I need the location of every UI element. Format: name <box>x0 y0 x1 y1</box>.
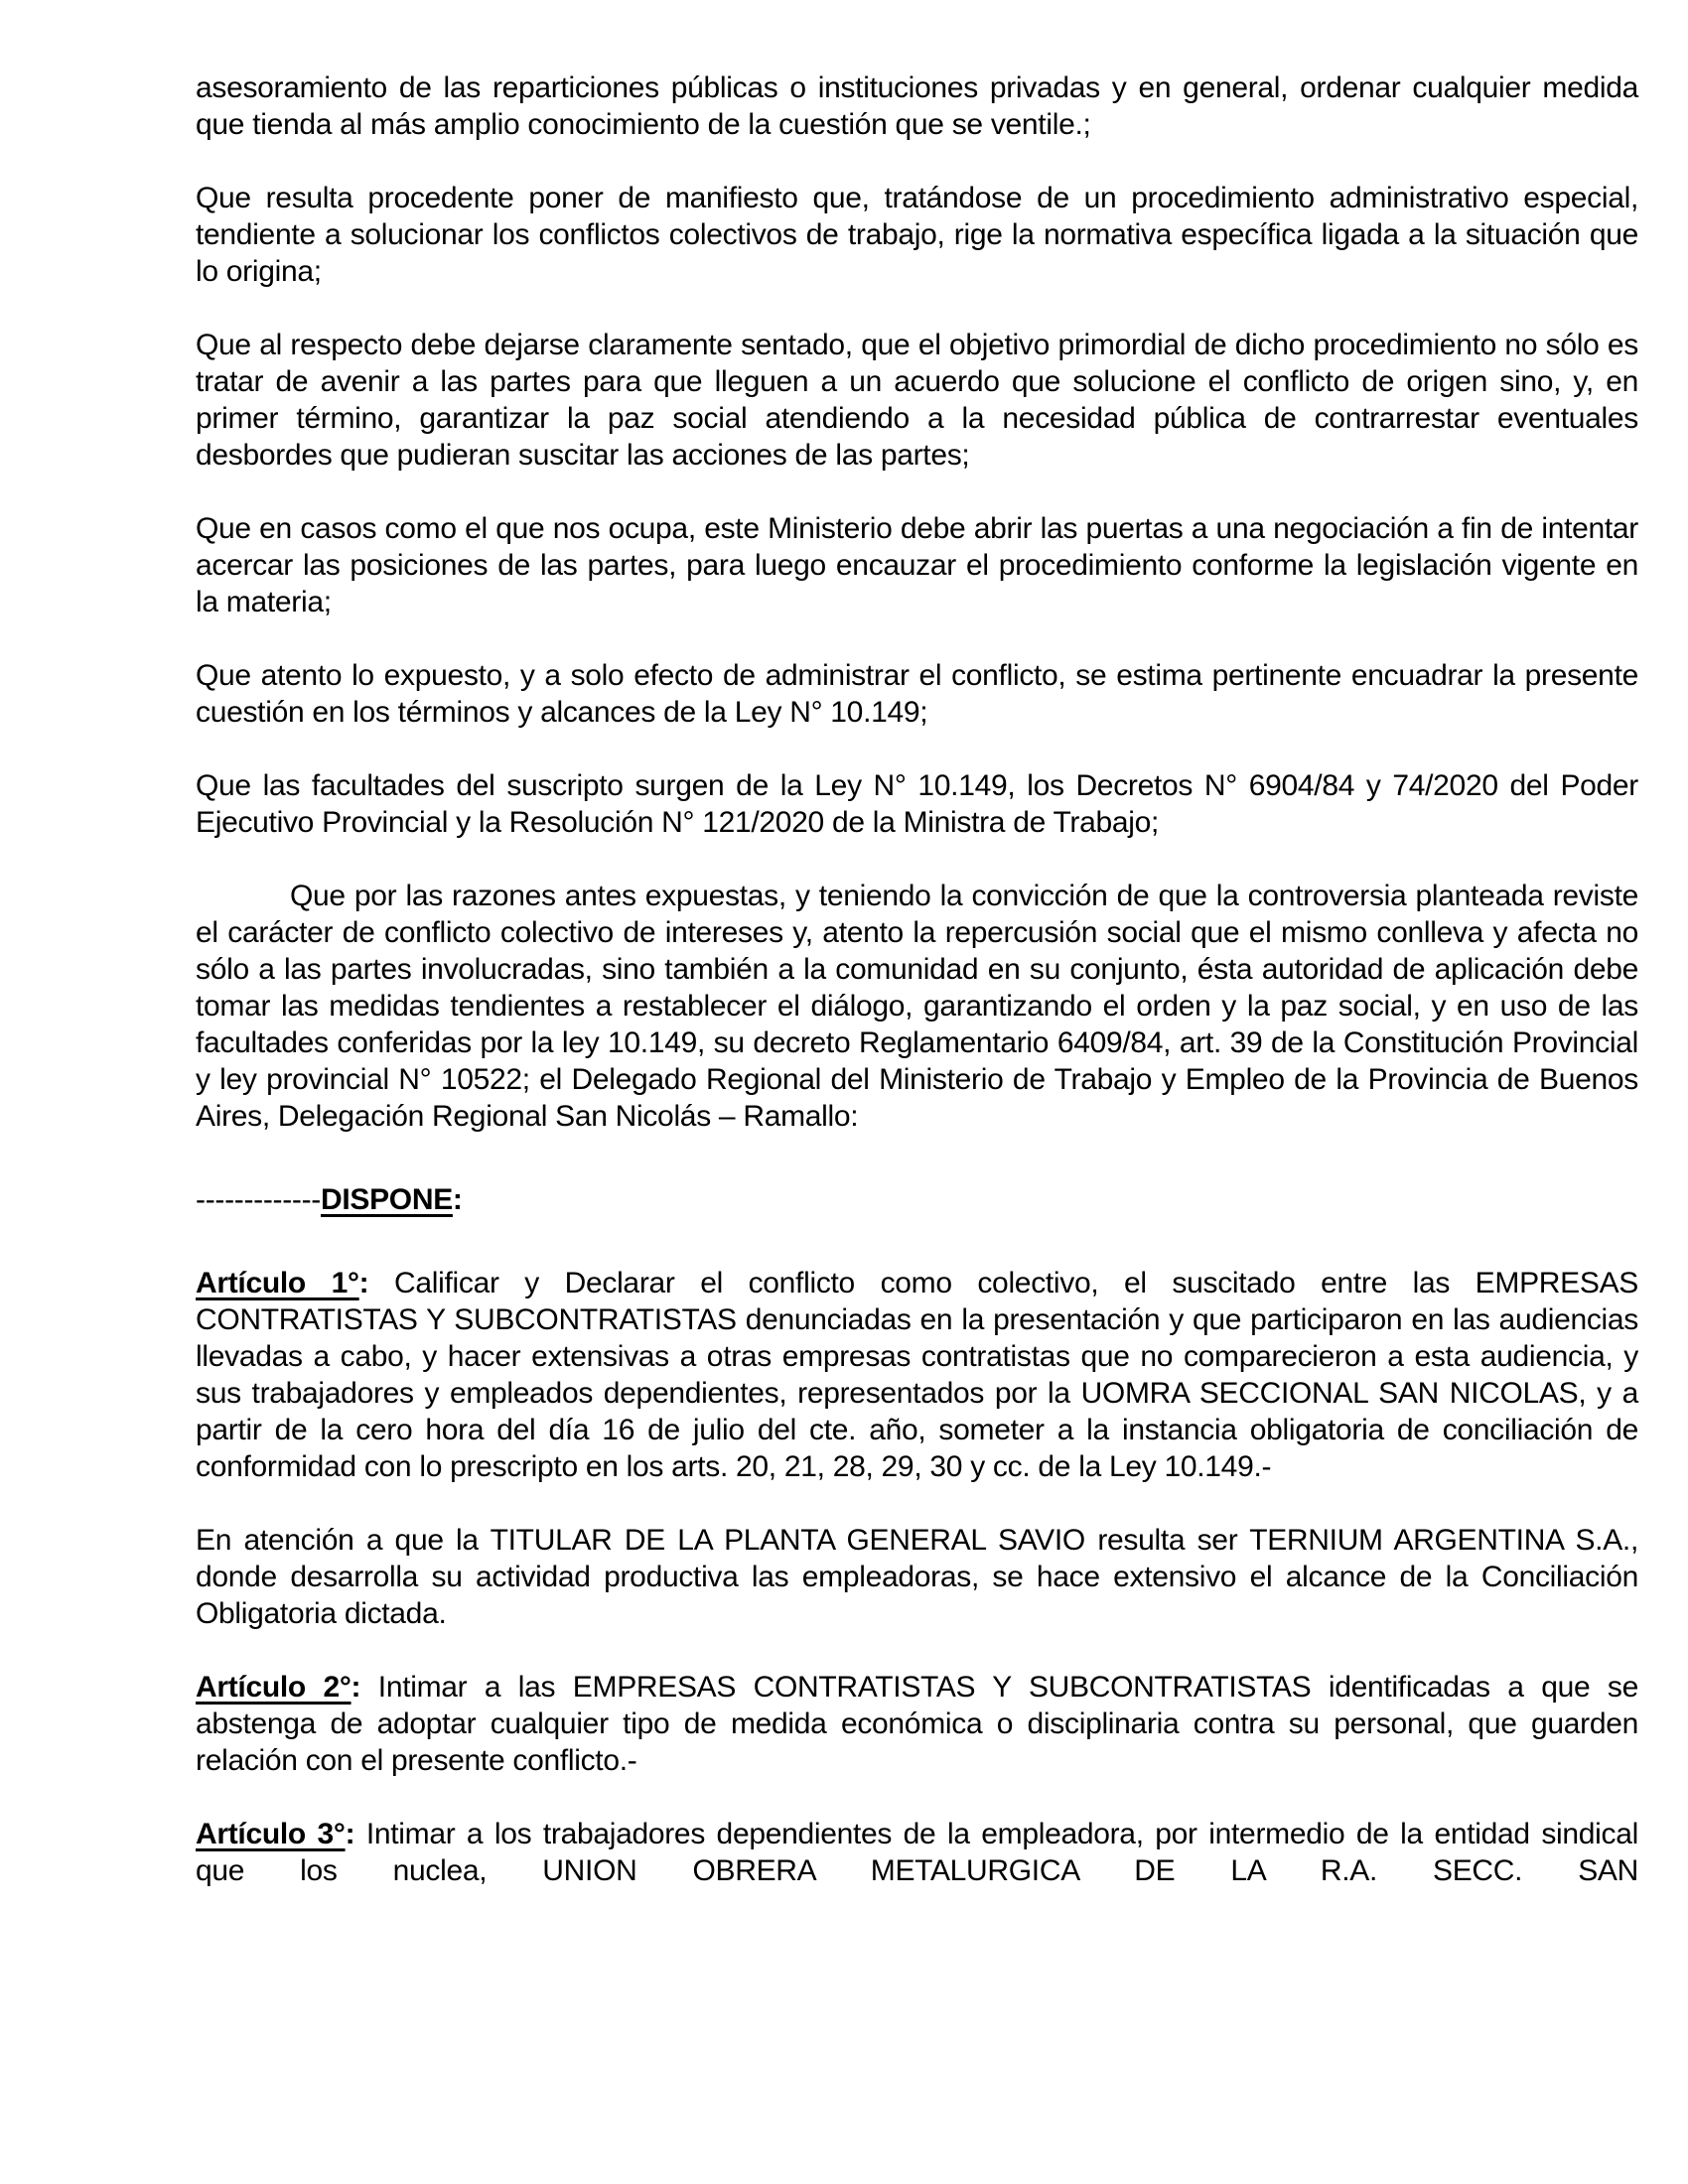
article-3-body: Intimar a los trabajadores dependientes de la empleadora, por intermedio de la entidad sindical que los nuclea, UNION OBRERA METALURGICA DE LA R.A. SECC. SAN <box>196 1818 1638 1887</box>
body-paragraph-que-atento: Que atento lo expuesto, y a solo efecto de administrar el conflicto, se estima pertinente encuadrar la presente cuestión en los términos y alcances de la Ley N° 10.149; <box>196 659 1638 729</box>
body-paragraph-en-atencion: En atención a que la TITULAR DE LA PLANTA GENERAL SAVIO resulta ser TERNIUM ARGENTINA S.A., donde desarrolla su actividad productiva las empleadoras, se hace extensivo el alcance de la Conciliación Obligatoria dictada. <box>196 1524 1638 1630</box>
article-3-colon: : <box>345 1818 355 1850</box>
body-paragraph-continuation: asesoramiento de las reparticiones públicas o instituciones privadas y en general, ordenar cualquier medida que tienda al más amplio conocimiento de la cuestión que se ventile.; <box>196 71 1638 141</box>
article-2-body: Intimar a las EMPRESAS CONTRATISTAS Y SUBCONTRATISTAS identificadas a que se abstenga de adoptar cualquier tipo de medida económica o disciplinaria contra su personal, que guarden relación con el presente conflicto.- <box>196 1671 1638 1777</box>
dispone-colon: : <box>452 1183 463 1216</box>
body-paragraph-que-en-casos: Que en casos como el que nos ocupa, este Ministerio debe abrir las puertas a una negociación a fin de intentar acercar las posiciones de las partes, para luego encauzar el procedimiento conforme la legislación vigente en la materia; <box>196 512 1638 618</box>
body-paragraph-que-al-respecto: Que al respecto debe dejarse claramente sentado, que el objetivo primordial de dicho procedimiento no sólo es tratar de avenir a las partes para que lleguen a un acuerdo que solucione el conflicto de origen sino, y, en primer término, garantizar la paz social atendiendo a la necesidad pública de contrarrestar eventuales desbordes que pudieran suscitar las acciones de las partes; <box>196 329 1638 472</box>
article-2-label: Artículo 2° <box>196 1671 352 1704</box>
document-body <box>196 69 1638 1889</box>
article-1-colon: : <box>358 1267 369 1299</box>
dispone-label: DISPONE <box>320 1183 453 1216</box>
article-2-paragraph <box>196 1669 1638 1779</box>
article-3-label: Artículo 3° <box>196 1818 346 1850</box>
article-1-paragraph <box>196 1265 1638 1485</box>
dispone-dashes: ------------- <box>196 1183 321 1216</box>
article-1-label: Artículo 1° <box>196 1267 359 1299</box>
body-paragraph-que-resulta: Que resulta procedente poner de manifiesto que, tratándose de un procedimiento administrativo especial, tendiente a solucionar los conflictos colectivos de trabajo, rige la normativa específica ligada a la situación que lo origina; <box>196 182 1638 288</box>
article-3-paragraph <box>196 1816 1638 1889</box>
body-paragraph-que-las-facultades: Que las facultades del suscripto surgen de la Ley N° 10.149, los Decretos N° 6904/84 y 74/2020 del Poder Ejecutivo Provincial y la Resolución N° 121/2020 de la Ministra de Trabajo; <box>196 769 1638 839</box>
dispone-heading <box>196 1181 1638 1218</box>
article-2-colon: : <box>351 1671 361 1704</box>
body-paragraph-que-por-las-razones: Que por las razones antes expuestas, y teniendo la convicción de que la controversia planteada reviste el carácter de conflicto colectivo de intereses y, atento la repercusión social que el mismo conlleva y afecta no sólo a las partes involucradas, sino también a la comunidad en su conjunto, ésta autoridad de aplicación debe tomar las medidas tendientes a restablecer el diálogo, garantizando el orden y la paz social, y en uso de las facultades conferidas por la ley 10.149, su decreto Reglamentario 6409/84, art. 39 de la Constitución Provincial y ley provincial N° 10522; el Delegado Regional del Ministerio de Trabajo y Empleo de la Provincia de Buenos Aires, Delegación Regional San Nicolás – Ramallo: <box>196 880 1638 1133</box>
article-1-body: Calificar y Declarar el conflicto como colectivo, el suscitado entre las EMPRESAS CONTRATISTAS Y SUBCONTRATISTAS denunciadas en la presentación y que participaron en las audiencias llevadas a cabo, y hacer extensivas a otras empresas contratistas que no comparecieron a esta audiencia, y sus trabajadores y empleados dependientes, representados por la UOMRA SECCIONAL SAN NICOLAS, y a partir de la cero hora del día 16 de julio del cte. año, someter a la instancia obligatoria de conciliación de conformidad con lo prescripto en los arts. 20, 21, 28, 29, 30 y cc. de la Ley 10.149.- <box>196 1267 1638 1483</box>
